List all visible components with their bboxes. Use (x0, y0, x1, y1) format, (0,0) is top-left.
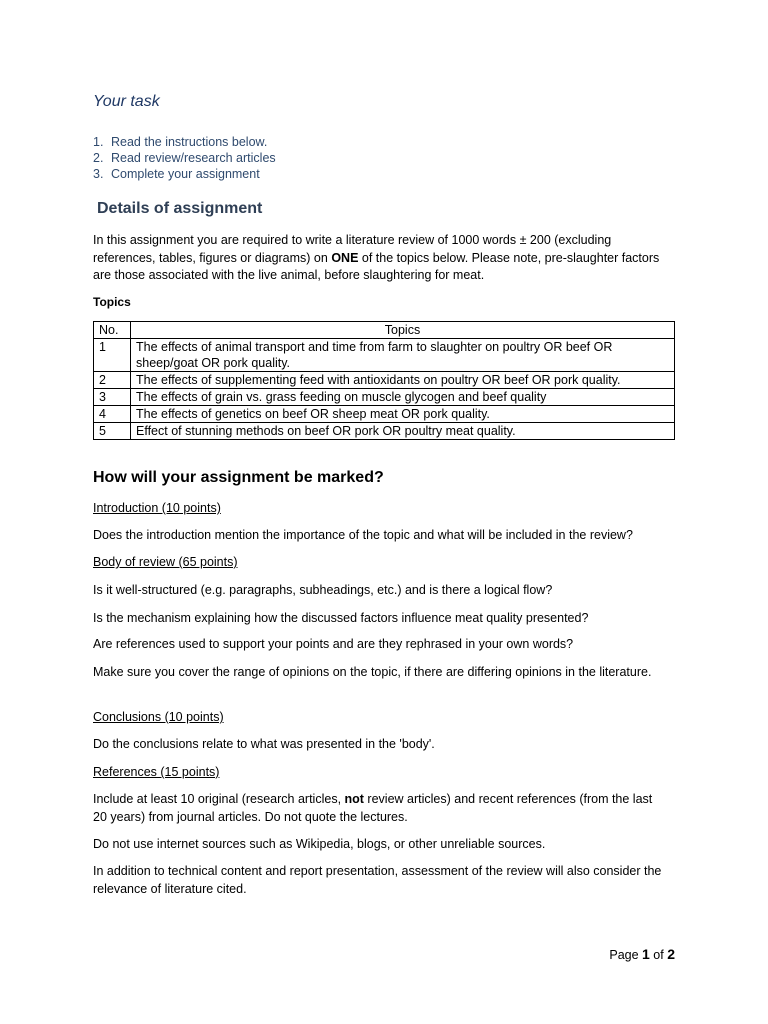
cell-no: 1 (94, 339, 131, 372)
refs-text-part: Include at least 10 original (research articles, (93, 792, 345, 806)
cell-topic: The effects of animal transport and time from farm to slaughter on poultry OR beef OR sheep/goat OR pork quality. (131, 339, 675, 372)
intro-bold-one: ONE (331, 250, 359, 265)
list-number: 1. (93, 135, 104, 149)
cell-no: 5 (94, 423, 131, 440)
body-criterion: Make sure you cover the range of opinions on the topic, if there are differing opinions in the literature. (93, 665, 652, 679)
list-item (93, 150, 276, 166)
references-criterion: In addition to technical content and report presentation, assessment of the review will also consider the relevance of literature cited. (93, 864, 662, 896)
refs-bold-not: not (344, 792, 364, 806)
cell-topic: The effects of grain vs. grass feeding on muscle glycogen and beef quality (131, 389, 675, 406)
topics-table (93, 321, 675, 440)
header-topics: Topics (131, 322, 675, 339)
body-criterion: Are references used to support your points and are they rephrased in your own words? (93, 637, 574, 651)
table-row (94, 389, 675, 406)
cell-no: 2 (94, 372, 131, 389)
cell-topic: The effects of supplementing feed with antioxidants on poultry OR beef OR pork quality. (131, 372, 675, 389)
list-text: Complete your assignment (111, 167, 260, 181)
table-row (94, 406, 675, 423)
list-item (93, 134, 276, 150)
page-label: Page (609, 948, 643, 962)
cell-no: 3 (94, 389, 131, 406)
list-item (93, 166, 276, 182)
references-criterion: Do not use internet sources such as Wikipedia, blogs, or other unreliable sources. (93, 837, 546, 851)
intro-text-part: In this assignment you are required to write a literature review of 1000 words ± 200 (excluding references, tables, figures or diagrams) on (93, 233, 612, 265)
table-row (94, 339, 675, 372)
current-page: 1 (642, 946, 650, 962)
cell-topic: The effects of genetics on beef OR sheep meat OR pork quality. (131, 406, 675, 423)
list-number: 3. (93, 167, 104, 181)
conclusions-criterion: Do the conclusions relate to what was presented in the 'body'. (93, 737, 435, 751)
list-number: 2. (93, 151, 104, 165)
introduction-subheading: Introduction (10 points) (93, 501, 221, 515)
cell-topic: Effect of stunning methods on beef OR pork OR poultry meat quality. (131, 423, 675, 440)
total-pages: 2 (667, 946, 675, 962)
body-subheading: Body of review (65 points) (93, 555, 238, 569)
intro-text-part: of the topics below. Please note, pre-slaughter factors are those associated with the live animal, before slaughtering for meat. (93, 250, 660, 282)
your-task-heading: Your task (93, 93, 160, 110)
body-criterion: Is it well-structured (e.g. paragraphs, subheadings, etc.) and is there a logical flow? (93, 583, 553, 597)
of-label: of (649, 948, 668, 962)
marking-heading: How will your assignment be marked? (93, 469, 384, 486)
introduction-criterion: Does the introduction mention the importance of the topic and what will be included in the review? (93, 528, 633, 542)
references-criterion (93, 791, 668, 826)
assignment-intro-paragraph (93, 232, 663, 285)
header-no: No. (94, 322, 131, 339)
cell-no: 4 (94, 406, 131, 423)
references-subheading: References (15 points) (93, 765, 220, 779)
table-row (94, 423, 675, 440)
topics-label: Topics (93, 295, 131, 309)
list-text: Read review/research articles (111, 151, 276, 165)
page-number-footer (609, 946, 675, 962)
details-heading: Details of assignment (97, 200, 263, 217)
table-row (94, 372, 675, 389)
table-header-row (94, 322, 675, 339)
conclusions-subheading: Conclusions (10 points) (93, 710, 224, 724)
task-steps-list (93, 134, 276, 182)
refs-text-part: review articles) and recent references (from the last 20 years) from journal articles. Do not quote the lectures. (93, 792, 653, 824)
body-criterion: Is the mechanism explaining how the discussed factors influence meat quality presented? (93, 611, 589, 625)
list-text: Read the instructions below. (111, 135, 268, 149)
